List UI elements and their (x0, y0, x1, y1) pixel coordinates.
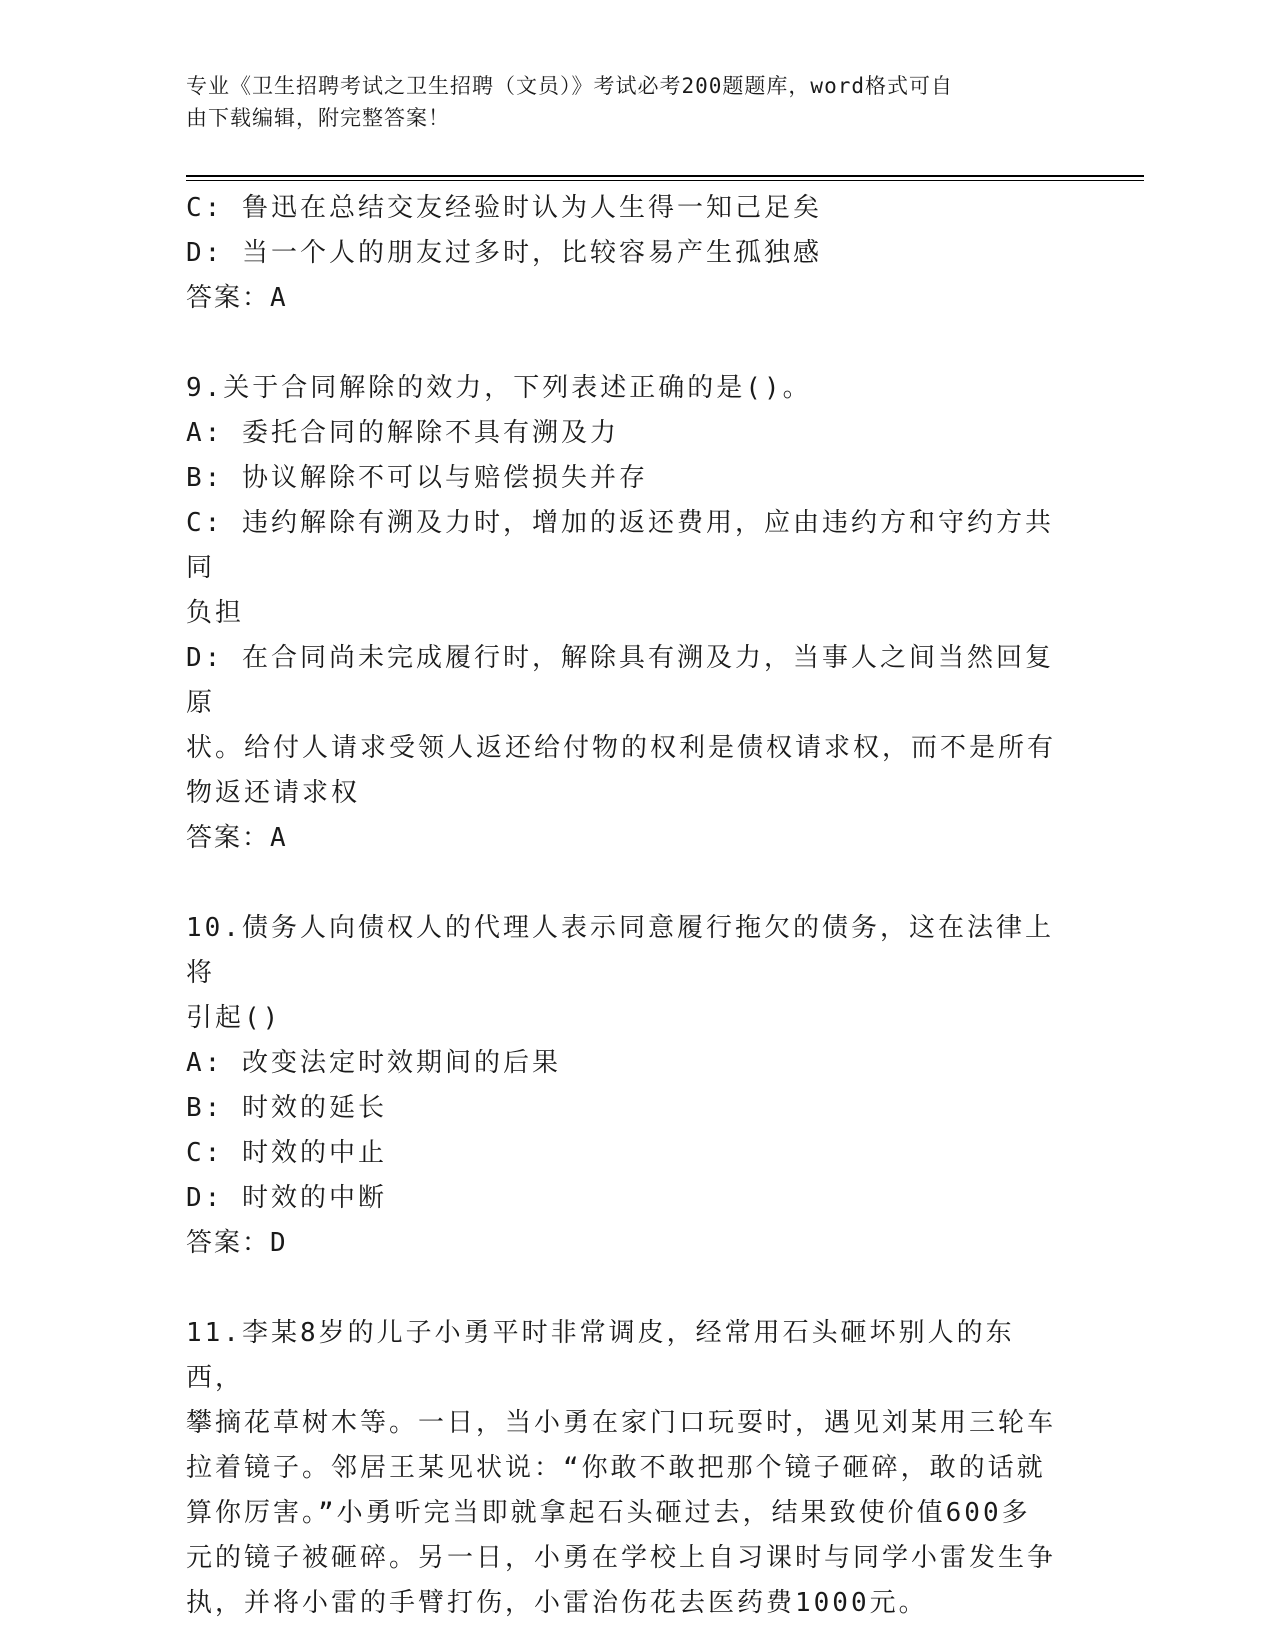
option-d-line-3: 物返还请求权 (186, 778, 361, 808)
header-divider-thin (186, 180, 1144, 181)
document-header (186, 70, 1066, 134)
spacer (186, 321, 1066, 366)
question-text-line-2: 攀摘花草树木等。一日，当小勇在家门口玩耍时，遇见刘某用三轮车 (186, 1408, 1057, 1438)
question-stem-line-1: 10.债务人向债权人的代理人表示同意履行拖欠的债务，这在法律上将 (186, 913, 1054, 988)
question-text-line-5: 元的镜子被砸碎。另一日，小勇在学校上自习课时与同学小雷发生争 (186, 1543, 1057, 1573)
question-11 (186, 1311, 1066, 1626)
option-c-line-1: C: 违约解除有溯及力时，增加的返还费用，应由违约方和守约方共同 (186, 508, 1054, 583)
option-c-line-2: 负担 (186, 598, 245, 628)
header-divider-thick (186, 175, 1144, 177)
question-stem-line-2: 引起() (186, 1003, 282, 1033)
question-text-line-6: 执，并将小雷的手臂打伤，小雷治伤花去医药费1000元。 (186, 1588, 928, 1618)
option-d: D: 当一个人的朋友过多时，比较容易产生孤独感 (186, 238, 822, 268)
question-9 (186, 366, 1066, 861)
option-c: C: 时效的中止 (186, 1138, 387, 1168)
option-d: D: 时效的中断 (186, 1183, 387, 1213)
spacer (186, 1266, 1066, 1311)
option-d-line-2: 状。给付人请求受领人返还给付物的权利是债权请求权，而不是所有 (186, 733, 1057, 763)
option-a: A: 改变法定时效期间的后果 (186, 1048, 561, 1078)
document-body (186, 186, 1066, 1626)
question-text-line-3: 拉着镜子。邻居王某见状说：“你敢不敢把那个镜子砸碎，敢的话就 (186, 1453, 1046, 1483)
answer: 答案：A (186, 283, 288, 313)
question-stem: 9.关于合同解除的效力，下列表述正确的是()。 (186, 373, 812, 403)
option-a: A: 委托合同的解除不具有溯及力 (186, 418, 619, 448)
question-10 (186, 906, 1066, 1266)
header-line-1: 专业《卫生招聘考试之卫生招聘（文员）》考试必考200题题库，word格式可自 (186, 74, 953, 98)
option-b: B: 时效的延长 (186, 1093, 387, 1123)
question-text-line-4: 算你厉害。”小勇听完当即就拿起石头砸过去，结果致使价值600多 (186, 1498, 1031, 1528)
option-d-line-1: D: 在合同尚未完成履行时，解除具有溯及力，当事人之间当然回复原 (186, 643, 1054, 718)
answer: 答案：D (186, 1228, 288, 1258)
question-text-line-1: 11.李某8岁的儿子小勇平时非常调皮，经常用石头砸坏别人的东西， (186, 1318, 1015, 1393)
answer: 答案：A (186, 823, 288, 853)
header-line-2: 由下载编辑，附完整答案！ (186, 106, 450, 130)
option-c: C: 鲁迅在总结交友经验时认为人生得一知己足矣 (186, 193, 822, 223)
option-b: B: 协议解除不可以与赔偿损失并存 (186, 463, 648, 493)
spacer (186, 861, 1066, 906)
question-8-continuation (186, 186, 1066, 321)
